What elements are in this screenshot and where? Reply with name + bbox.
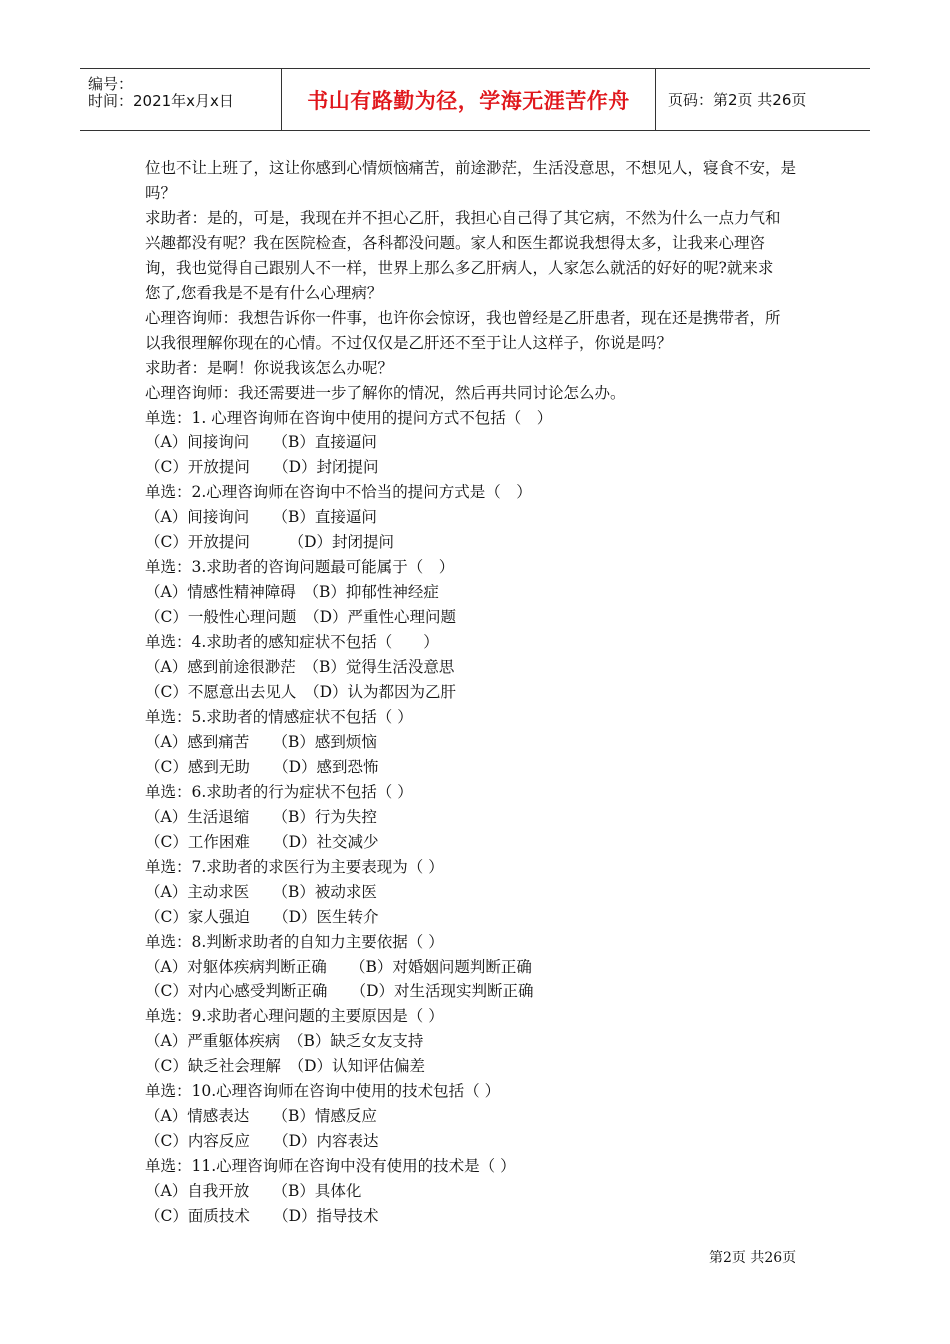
header-motto-cell [282, 69, 656, 130]
question-line: 单选：7.求助者的求医行为主要表现为（ ） [145, 857, 444, 876]
question-line: 单选：11.心理咨询师在咨询中没有使用的技术是（ ） [145, 1157, 516, 1176]
option-line: （C）对内心感受判断正确 （D）对生活现实判断正确 [145, 982, 534, 1001]
header-meta-cell [80, 69, 282, 130]
option-line: （A）主动求医 （B）被动求医 [145, 882, 377, 901]
option-line: （C）一般性心理问题 （D）严重性心理问题 [145, 608, 457, 627]
header-page-cell [656, 69, 870, 130]
text-line: 求助者：是啊！你说我该怎么办呢？ [145, 358, 394, 377]
text-line: 询，我也觉得自己跟别人不一样，世界上那么多乙肝病人，人家怎么就活的好好的呢?就来求 [145, 258, 774, 277]
question-line: 单选：2.心理咨询师在咨询中不恰当的提问方式是（ ） [145, 483, 532, 502]
text-line: 您了,您看我是不是有什么心理病？ [145, 283, 383, 302]
question-line: 单选：10.心理咨询师在咨询中使用的技术包括（ ） [145, 1082, 501, 1101]
text-line: 心理咨询师：我还需要进一步了解你的情况，然后再共同讨论怎么办。 [145, 383, 626, 402]
question-line: 单选：8.判断求助者的自知力主要依据（ ） [145, 932, 444, 951]
text-line: 求助者：是的，可是，我现在并不担心乙肝，我担心自己得了其它病，不然为什么一点力气和 [145, 208, 781, 227]
question-line: 单选：3.求助者的咨询问题最可能属于（ ） [145, 558, 455, 577]
text-line: 位也不让上班了，这让你感到心情烦恼痛苦，前途渺茫，生活没意思，不想见人，寝食不安，是 [145, 159, 797, 177]
option-line: （A）生活退缩 （B）行为失控 [145, 807, 377, 826]
document-body [145, 156, 810, 1229]
option-line: （C）家人强迫 （D）医生转介 [145, 907, 379, 926]
option-line: （A）严重躯体疾病 （B）缺乏女友支持 [145, 1032, 424, 1051]
page-footer-number: 第2页 共26页 [709, 1250, 797, 1266]
page-header [80, 68, 870, 131]
text-line: 吗？ [145, 183, 177, 202]
option-line: （C）开放提问 （D）封闭提问 [145, 458, 379, 477]
option-line: （A）间接询问 （B）直接逼问 [145, 433, 377, 452]
document-number-label: 编号： [88, 75, 134, 93]
option-line: （C）内容反应 （D）内容表达 [145, 1132, 379, 1151]
option-line: （A）感到痛苦 （B）感到烦恼 [145, 732, 377, 751]
option-line: （C）缺乏社会理解 （D）认知评估偏差 [145, 1057, 426, 1076]
option-line: （C）工作困难 （D）社交减少 [145, 832, 379, 851]
question-line: 单选：6.求助者的行为症状不包括（ ） [145, 782, 413, 801]
option-line: （A）情感表达 （B）情感反应 [145, 1107, 377, 1126]
header-motto: 书山有路勤为径，学海无涯苦作舟 [307, 88, 630, 113]
text-line: 兴趣都没有呢？我在医院检查，各科都没问题。家人和医生都说我想得太多，让我来心理咨 [145, 233, 766, 252]
option-line: （A）情感性精神障碍 （B）抑郁性神经症 [145, 583, 439, 602]
text-line: 以我很理解你现在的心情。不过仅仅是乙肝还不至于让人这样子，你说是吗？ [145, 333, 673, 352]
question-line: 单选：1. 心理咨询师在咨询中使用的提问方式不包括（ ） [145, 408, 553, 427]
option-line: （A）自我开放 （B）具体化 [145, 1182, 362, 1201]
option-line: （C）开放提问 （D）封闭提问 [145, 533, 395, 552]
document-date-label: 时间：2021年x月x日 [88, 92, 234, 110]
option-line: （C）面质技术 （D）指导技术 [145, 1207, 379, 1226]
question-line: 单选：9.求助者心理问题的主要原因是（ ） [145, 1007, 444, 1026]
option-line: （C）不愿意出去见人 （D）认为都因为乙肝 [145, 683, 457, 702]
option-line: （A）间接询问 （B）直接逼问 [145, 508, 377, 527]
text-line: 心理咨询师：我想告诉你一件事，也许你会惊讶，我也曾经是乙肝患者，现在还是携带者，所 [145, 308, 781, 327]
option-line: （A）感到前途很渺茫 （B）觉得生活没意思 [145, 658, 455, 677]
option-line: （C）感到无助 （D）感到恐怖 [145, 757, 379, 776]
option-line: （A）对躯体疾病判断正确 （B）对婚姻问题判断正确 [145, 957, 532, 976]
question-line: 单选：5.求助者的情感症状不包括（ ） [145, 707, 413, 726]
question-line: 单选：4.求助者的感知症状不包括（ ） [145, 633, 439, 652]
header-page-number: 页码：第2页 共26页 [668, 91, 807, 109]
